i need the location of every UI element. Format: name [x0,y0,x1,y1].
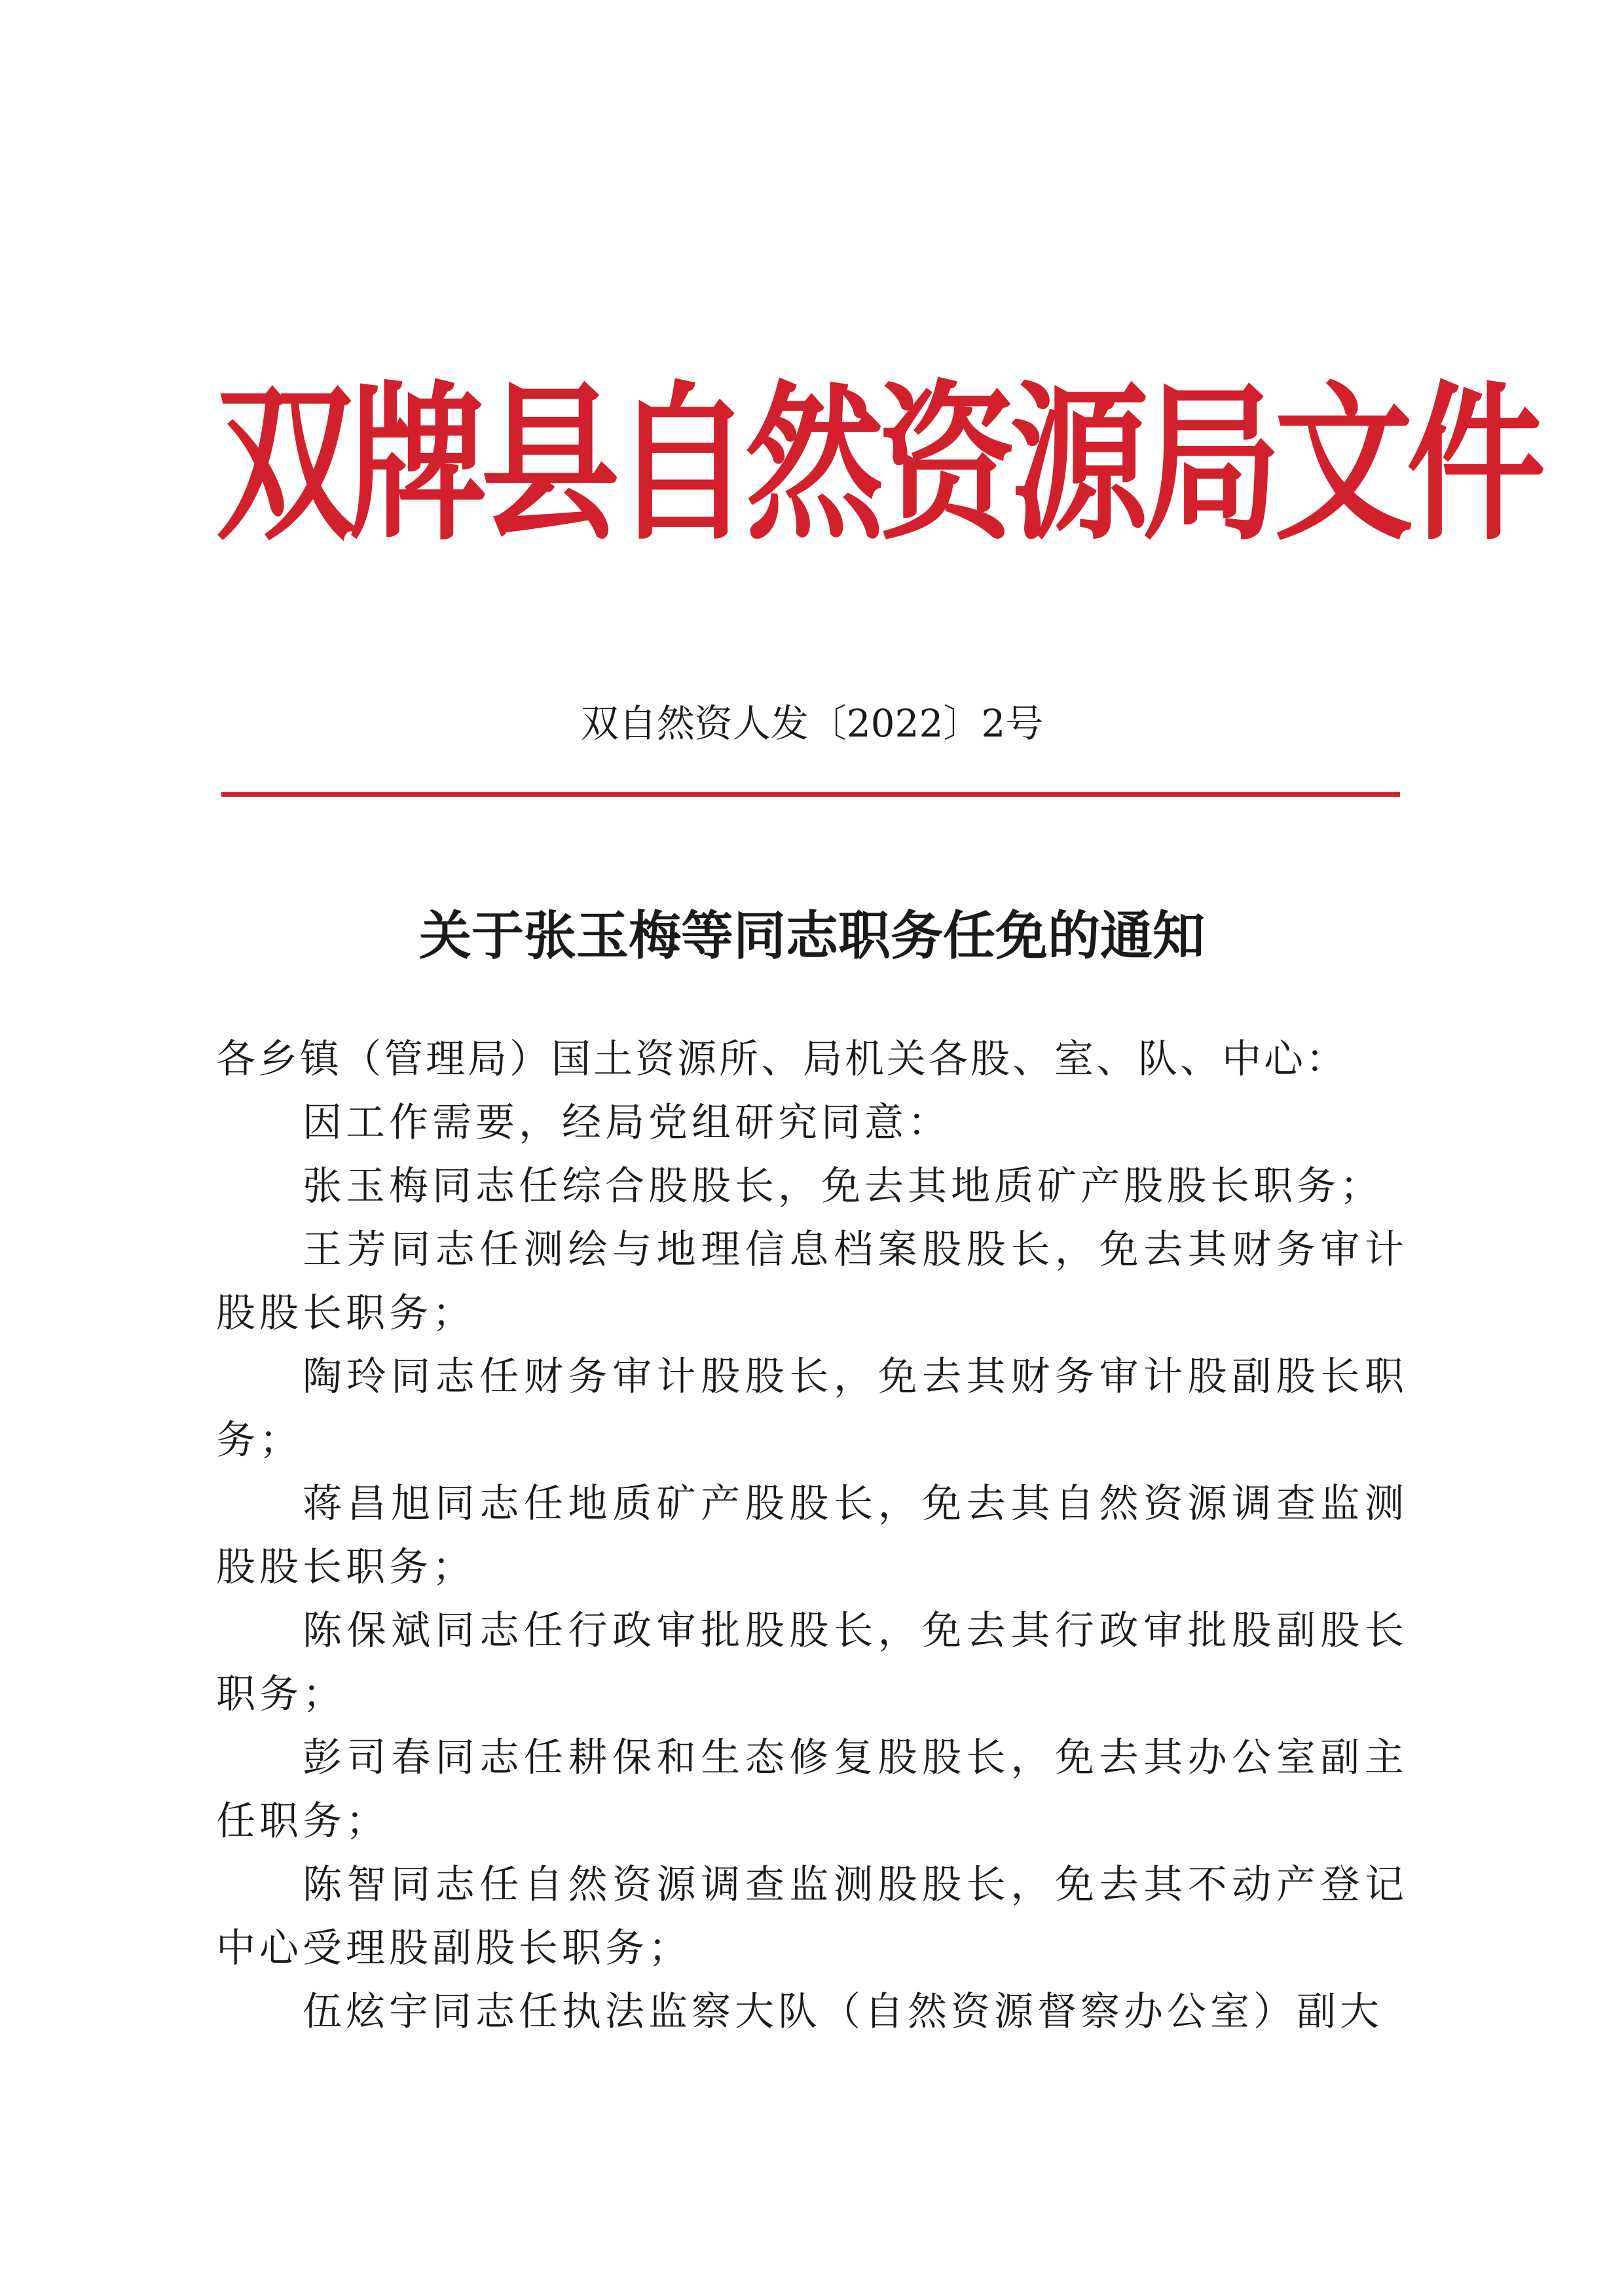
appointment-paragraph: 彭司春同志任耕保和生态修复股股长，免去其办公室副主任职务； [216,1735,1408,1844]
paragraph-intro: 因工作需要，经局党组研究同意： [303,1100,951,1146]
appointment-paragraph: 蒋昌旭同志任地质矿产股股长，免去其自然资源调查监测股股长职务； [216,1481,1408,1590]
salutation: 各乡镇（管理局）国土资源所、局机关各股、室、队、中心： [216,1036,1348,1082]
appointment-paragraph: 陶玲同志任财务审计股股长，免去其财务审计股副股长职务； [216,1354,1408,1463]
document-number: 双自然资人发〔2022〕2号 [580,701,1044,746]
appointment-paragraph: 陈智同志任自然资源调查监测股股长，免去其不动产登记中心受理股副股长职务； [216,1862,1408,1971]
notice-body [216,1028,1408,2044]
issuer-masthead: 双牌县自然资源局文件 [216,365,1539,564]
red-divider-line [221,792,1400,797]
appointment-paragraph: 陈保斌同志任行政审批股股长，免去其行政审批股副股长职务； [216,1608,1408,1717]
appointment-paragraph: 张玉梅同志任综合股股长，免去其地质矿产股股长职务； [303,1163,1383,1209]
notice-title: 关于张玉梅等同志职务任免的通知 [419,905,1205,966]
appointment-paragraph: 伍炫宇同志任执法监察大队（自然资源督察办公室）副大 [303,1989,1383,2035]
appointment-paragraph: 王芳同志任测绘与地理信息档案股股长，免去其财务审计股股长职务； [216,1227,1408,1336]
